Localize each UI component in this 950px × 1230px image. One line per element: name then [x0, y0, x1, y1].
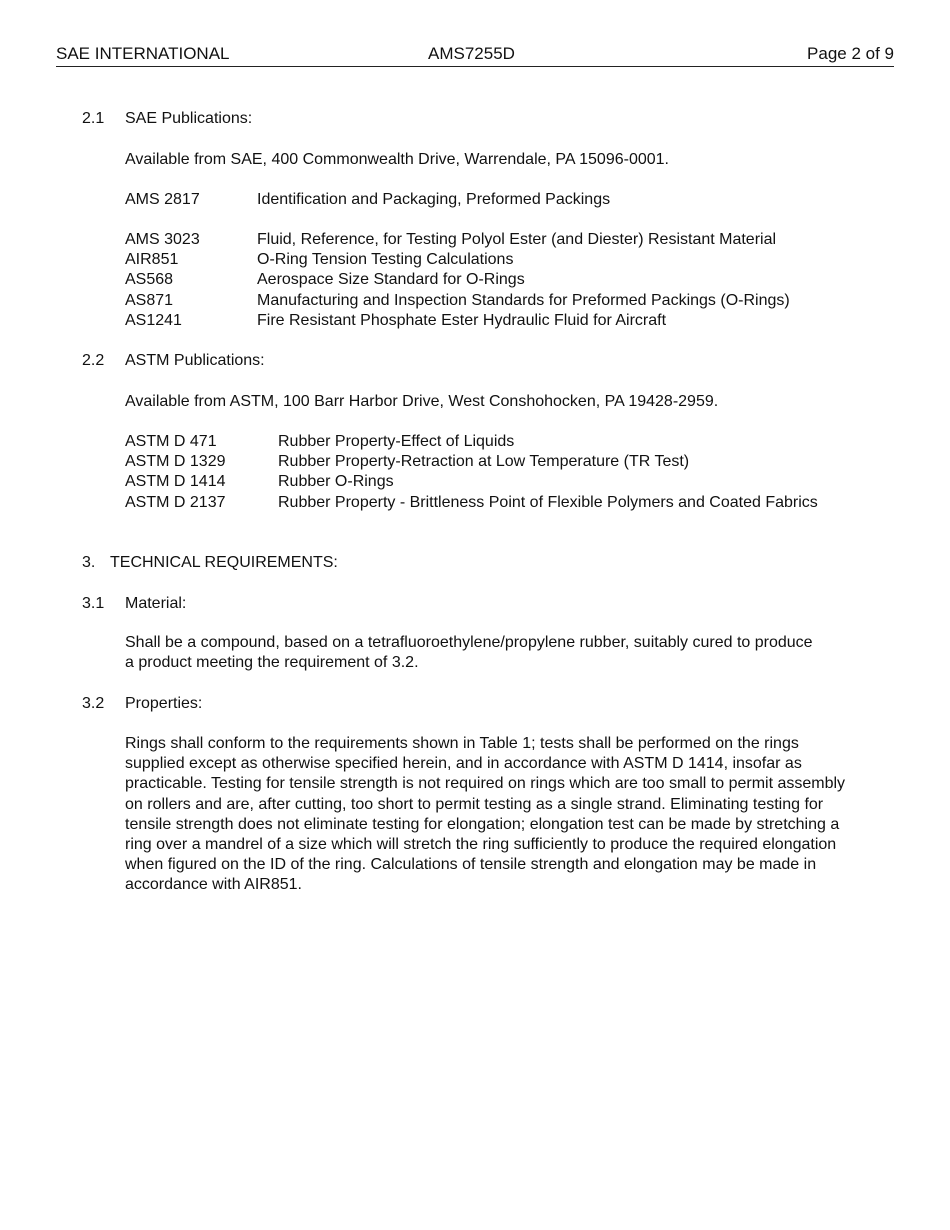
reference-title: Aerospace Size Standard for O-Rings	[257, 271, 525, 289]
section-title: SAE Publications:	[125, 110, 253, 127]
section-number: 2.2	[82, 352, 105, 369]
header-page-number: Page 2 of 9	[807, 44, 894, 63]
reference-code: ASTM D 1414	[125, 473, 226, 491]
availability-text: Available from ASTM, 100 Barr Harbor Drive, West Conshohocken, PA 19428-2959.	[125, 393, 719, 410]
reference-code: AMS 3023	[125, 231, 200, 248]
reference-title: Manufacturing and Inspection Standards for Preformed Packings (O-Rings)	[257, 291, 790, 309]
section-body: Rings shall conform to the requirements shown in Table 1; tests shall be performed on the rings supplied except as otherwise specified herein, and in accordance with ASTM D 1414, insofar as practicable. Testing for tensile strength is not required on rings which are too small to permit assembly on rollers and are, after cutting, too short to permit testing as a single strand. Eliminating testing for tensile strength does not eliminate testing for elongation; elongation test can be made by stretching a ring over a mandrel of a size which will stretch the ring sufficiently to produce the required elongation when figured on the ID of the ring. Calculations of tensile strength and elongation may be made in accordance with AIR851.	[125, 735, 846, 894]
section-number: 3.2	[82, 695, 105, 712]
availability-text: Available from SAE, 400 Commonwealth Drive, Warrendale, PA 15096-0001.	[125, 151, 669, 168]
reference-title: Rubber Property - Brittleness Point of Flexible Polymers and Coated Fabrics	[278, 493, 818, 511]
section-title: Material:	[125, 595, 187, 612]
reference-code: AS871	[125, 291, 174, 309]
reference-code: AIR851	[125, 251, 179, 269]
reference-code: AMS 2817	[125, 191, 200, 208]
reference-title: O-Ring Tension Testing Calculations	[257, 251, 514, 269]
section-number: 3.	[82, 554, 96, 571]
reference-code: ASTM D 1329	[125, 453, 226, 471]
header-document-number: AMS7255D	[428, 44, 515, 63]
page-header	[56, 44, 894, 67]
reference-title: Fire Resistant Phosphate Ester Hydraulic Fluid for Aircraft	[257, 311, 667, 329]
reference-title: Rubber Property-Retraction at Low Temperature (TR Test)	[278, 453, 690, 471]
reference-title: Rubber O-Rings	[278, 473, 394, 491]
section-title: ASTM Publications:	[125, 352, 265, 369]
section-title: TECHNICAL REQUIREMENTS:	[110, 554, 338, 571]
header-organization: SAE INTERNATIONAL	[56, 44, 230, 63]
reference-title: Fluid, Reference, for Testing Polyol Ester (and Diester) Resistant Material	[257, 231, 777, 248]
reference-code: AS568	[125, 271, 174, 289]
section-number: 2.1	[82, 110, 105, 127]
reference-title: Identification and Packaging, Preformed Packings	[257, 191, 611, 208]
reference-title: Rubber Property-Effect of Liquids	[278, 433, 515, 450]
section-body: Shall be a compound, based on a tetrafluoroethylene/propylene rubber, suitably cured to produce a product meeting the requirement of 3.2.	[125, 634, 813, 672]
reference-code: ASTM D 2137	[125, 493, 226, 511]
section-title: Properties:	[125, 695, 203, 712]
section-number: 3.1	[82, 595, 105, 612]
reference-code: ASTM D 471	[125, 433, 217, 450]
reference-code: AS1241	[125, 311, 182, 329]
